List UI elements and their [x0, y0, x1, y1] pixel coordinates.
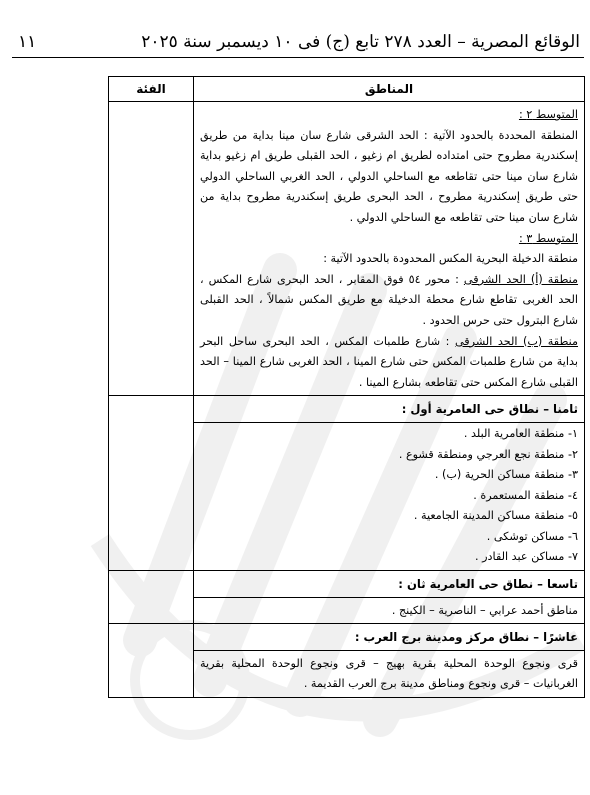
- section-text: مناطق أحمد عرابي – الناصرية – الكينج .: [391, 603, 578, 617]
- table-row: [109, 102, 585, 396]
- table-row: [109, 396, 585, 571]
- list-item: ٥- منطقة مساكن المدينة الجامعية .: [413, 509, 578, 523]
- list-item: ٧- مساكن عبد القادر .: [475, 550, 578, 564]
- list-item: ٢- منطقة نجع العرجي ومنطقة قشوع .: [398, 447, 578, 461]
- list-item: ٣- منطقة مساكن الحرية (ب) .: [434, 468, 578, 482]
- category-cell: [109, 102, 194, 396]
- section-text: المنطقة المحددة بالحدود الآتية : الحد الشرقى شارع سان مينا بداية من طريق إسكندرية مطروح حتى امتداده لطريق ام زغيو ، الحد القبلى طريق ام زغيو بداية شارع سان مينا حتى تقاطعه مع الساحلي الدولي ، الحد الغربي الساحلي الدولي حتى طريق إسكندرية مطروح ، الحد البحرى طريق إسكندرية مطروح بداية من شارع سان مينا حتى تقاطعه مع الساحلي الدولي .: [200, 128, 578, 224]
- regions-table: [108, 76, 585, 698]
- page-header: [12, 30, 584, 58]
- zone-b-label: منطقة (ب) الحد الشرقى: [454, 334, 579, 348]
- section-title: المتوسط ٣ :: [518, 231, 578, 245]
- list-item: ٦- مساكن توشكى .: [486, 529, 578, 543]
- category-cell: [109, 396, 194, 571]
- section-intro: منطقة الدخيلة البحرية المكس المحدودة بالحدود الآتية :: [323, 252, 578, 266]
- zone-a-text: : محور ٥٤ فوق المقابر ، الحد البحرى شارع المكس ، الحد الغربى تقاطع شارع محطة الدخيلة مع طريق المكس شمالاً ، الحد القبلى شارع البترول حتى حرس الحدود .: [200, 272, 578, 327]
- regions-cell: [194, 396, 585, 571]
- list-item: ٤- منطقة المستعمرة .: [473, 488, 578, 502]
- category-cell: [109, 571, 194, 624]
- table-row: [109, 571, 585, 624]
- section-title: تاسعا – نطاق حى العامرية ثان :: [194, 571, 584, 598]
- column-header-regions: المناطق: [194, 77, 585, 102]
- regions-cell: [194, 624, 585, 698]
- section-title: عاشرًا – نطاق مركز ومدينة برج العرب :: [194, 624, 584, 651]
- list-item: ١- منطقة العامرية البلد .: [463, 426, 578, 440]
- page-number: ١١: [18, 32, 37, 52]
- column-header-category: الفئة: [109, 77, 194, 102]
- gazette-title: الوقائع المصرية – العدد ٢٧٨ تابع (ج) فى ١٠ ديسمبر سنة ٢٠٢٥: [141, 32, 580, 52]
- zone-b-text: : شارع طلمبات المكس ، الحد البحرى ساحل البحر بداية من شارع طلمبات المكس حتى شارع المينا ، الحد الغربى شارع المينا – الحد القبلى شارع المكس حتى تقاطعه بشارع المينا .: [200, 334, 578, 389]
- zone-a-label: منطقة (أ) الحد الشرقى: [463, 272, 579, 286]
- section-title: ثامنا – نطاق حى العامرية أول :: [194, 396, 584, 423]
- section-text: قرى ونجوع الوحدة المحلية بقرية بهيج – قرى ونجوع الوحدة المحلية بقرية الغربانيات – قرى ونجوع ومناطق مدينة برج العرب القديمة .: [200, 656, 578, 691]
- regions-cell: [194, 571, 585, 624]
- table-row: [109, 624, 585, 698]
- category-cell: [109, 624, 194, 698]
- section-title: المتوسط ٢ :: [518, 108, 578, 121]
- regions-cell: [194, 102, 585, 396]
